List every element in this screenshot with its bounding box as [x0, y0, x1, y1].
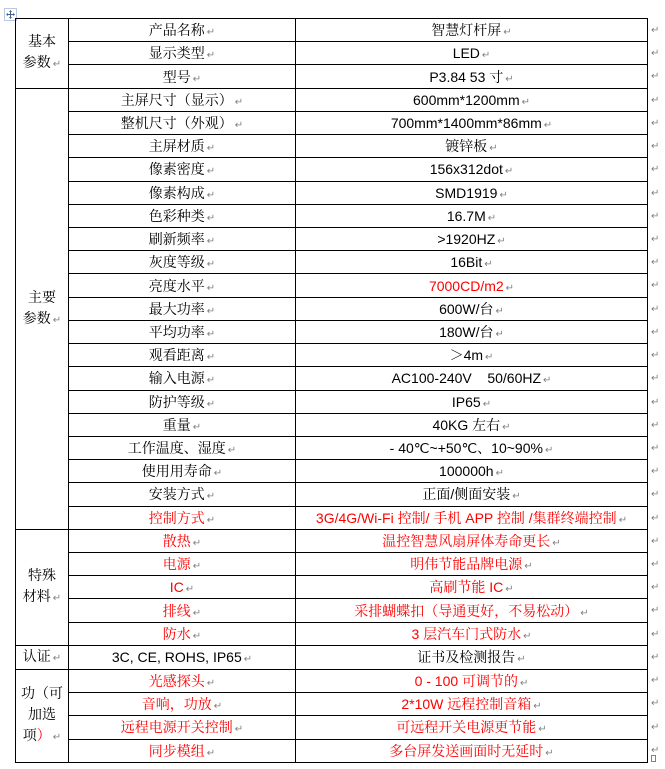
paragraph-mark: ↵: [213, 701, 223, 713]
category-line-text: 参数: [22, 54, 51, 71]
paragraph-mark: ↵: [206, 259, 216, 271]
category-line: [18, 586, 66, 609]
value-cell: [296, 42, 648, 65]
value-cell-text: 16.7M: [446, 207, 486, 224]
category-line: [18, 725, 66, 748]
param-cell-text: 主屏材质: [148, 138, 205, 155]
category-line-text: 加选: [28, 706, 56, 723]
value-cell-text: 156x312dot: [429, 161, 503, 178]
param-cell: [69, 181, 296, 204]
paragraph-mark: ↵: [505, 73, 514, 85]
param-cell-text: 散热: [162, 532, 191, 549]
category-line-text: 基本: [28, 33, 56, 50]
param-cell-text: 远程电源开关控制: [120, 719, 233, 736]
row-end-paragraph-mark: ↵: [651, 303, 660, 315]
param-cell-text: 光感探头: [148, 673, 205, 690]
paragraph-mark: ↵: [206, 747, 216, 759]
value-cell-text: 3G/4G/Wi-Fi 控制/ 手机 APP 控制 /集群终端控制: [315, 509, 617, 526]
paragraph-mark: ↵: [206, 398, 216, 410]
param-cell: [69, 599, 296, 622]
row-end-paragraph-mark: ↵: [651, 512, 660, 524]
paragraph-mark: ↵: [206, 328, 216, 340]
value-cell-text: 600mm*1200mm: [413, 91, 520, 108]
value-cell: [296, 413, 648, 436]
category-line-text: 认证: [22, 647, 51, 664]
paragraph-mark: ↵: [227, 445, 237, 457]
value-cell: [296, 553, 648, 576]
table-row: [16, 669, 648, 692]
value-cell-text: 智慧灯杆屏: [431, 22, 502, 39]
value-cell-text: 明伟节能品牌电源: [410, 556, 523, 573]
value-cell: [296, 669, 648, 692]
param-cell: [69, 436, 296, 459]
table-row: [16, 622, 648, 645]
paragraph-mark: ↵: [192, 561, 202, 573]
value-cell: [296, 320, 648, 343]
row-end-paragraph-mark: ↵: [651, 48, 660, 60]
value-cell-text: 2*10W 远程控制音箱: [401, 696, 532, 713]
paragraph-mark: ↵: [512, 491, 521, 503]
category-cell: [16, 645, 69, 669]
value-cell-text: 100000h: [439, 463, 494, 480]
paragraph-mark: ↵: [543, 119, 553, 131]
paragraph-mark: ↵: [520, 678, 529, 690]
value-cell-text: 高刷节能 IC: [429, 579, 504, 596]
value-cell: [296, 390, 648, 413]
value-cell: [296, 274, 648, 297]
table-row: [16, 367, 648, 390]
param-cell-text: 音响，功放: [141, 696, 212, 713]
table-row: [16, 65, 648, 88]
param-cell: [69, 483, 296, 506]
paragraph-mark: ↵: [206, 166, 216, 178]
param-cell-text: 观看距离: [148, 347, 205, 364]
value-cell: [296, 135, 648, 158]
paragraph-mark: ↵: [533, 701, 542, 713]
table-row: [16, 553, 648, 576]
param-cell-text: 防护等级: [148, 393, 205, 410]
spec-table-body: [16, 19, 648, 763]
param-cell: [69, 716, 296, 739]
paragraph-mark: ↵: [234, 119, 244, 131]
category-line: [18, 308, 66, 331]
value-cell-text: >1920HZ: [437, 231, 496, 248]
param-cell-text: 输入电源: [148, 370, 205, 387]
value-cell: [296, 506, 648, 529]
value-cell: [296, 19, 648, 42]
right-margin-paragraph-marks: [651, 19, 659, 762]
table-row: [16, 344, 648, 367]
paragraph-mark: ↵: [495, 468, 504, 480]
param-cell-text: 色彩种类: [148, 207, 205, 224]
paragraph-mark: ↵: [505, 584, 514, 596]
param-cell: [69, 553, 296, 576]
row-end-paragraph-mark: ↵: [651, 744, 660, 756]
paragraph-mark: ↵: [484, 259, 493, 271]
param-cell-text: 最大功率: [148, 300, 205, 317]
row-end-paragraph-mark: ↵: [651, 350, 660, 362]
category-cell: [16, 88, 69, 529]
row-end-paragraph-mark: ↵: [651, 117, 660, 129]
param-cell-text: IC: [169, 579, 184, 596]
category-suffix: ）: [36, 727, 51, 744]
param-cell: [69, 460, 296, 483]
row-end-paragraph-mark: ↵: [651, 94, 660, 106]
row-end-paragraph-mark: ↵: [651, 141, 660, 153]
paragraph-mark: ↵: [213, 468, 223, 480]
paragraph-mark: ↵: [192, 421, 202, 433]
paragraph-mark: ↵: [543, 375, 552, 387]
paragraph-mark: ↵: [499, 189, 508, 201]
value-cell: [296, 204, 648, 227]
param-cell: [69, 158, 296, 181]
value-cell: [296, 739, 648, 762]
param-cell-text: 电源: [162, 556, 191, 573]
row-end-paragraph-mark: ↵: [651, 535, 660, 547]
paragraph-mark: ↵: [52, 732, 62, 744]
param-cell-text: 安装方式: [148, 486, 205, 503]
category-line: [18, 31, 66, 52]
param-cell: [69, 344, 296, 367]
value-cell-text: 证书及检测报告: [417, 649, 516, 666]
table-row: [16, 599, 648, 622]
row-end-paragraph-mark: ↵: [651, 25, 660, 36]
value-cell-text: 0 - 100 可调节的: [414, 673, 519, 690]
row-end-paragraph-mark: ↵: [651, 582, 660, 594]
value-cell-text: 多台屏发送画面时无延时: [389, 742, 544, 759]
table-row: [16, 181, 648, 204]
row-end-paragraph-mark: ↵: [651, 559, 660, 571]
paragraph-mark: ↵: [524, 561, 533, 573]
paragraph-mark: ↵: [521, 96, 530, 108]
value-cell-text: 40KG 左右: [432, 416, 501, 433]
paragraph-mark: ↵: [192, 537, 202, 549]
value-cell-text: 600W/台: [439, 300, 494, 317]
row-end-paragraph-mark: ↵: [651, 71, 660, 83]
paragraph-mark: ↵: [206, 212, 216, 224]
value-cell: [296, 111, 648, 134]
row-end-paragraph-mark: ↵: [651, 442, 660, 454]
param-cell-text: 使用用寿命: [141, 463, 212, 480]
param-cell: [69, 367, 296, 390]
row-end-paragraph-mark: ↵: [651, 628, 660, 640]
row-end-paragraph-mark: ↵: [651, 280, 660, 292]
table-row: [16, 693, 648, 716]
paragraph-mark: ↵: [544, 445, 554, 457]
table-row: [16, 227, 648, 250]
paragraph-mark: ↵: [234, 724, 244, 736]
param-cell-text: 控制方式: [148, 509, 205, 526]
paragraph-mark: ↵: [206, 143, 216, 155]
table-row: [16, 739, 648, 762]
paragraph-mark: ↵: [552, 537, 561, 549]
table-row: [16, 19, 648, 42]
param-cell-text: 刷新频率: [148, 231, 205, 248]
value-cell-text: P3.84 53 寸: [429, 68, 504, 85]
param-cell: [69, 506, 296, 529]
category-line-text: 主要: [28, 288, 56, 305]
value-cell: [296, 181, 648, 204]
value-cell-text: 3 层汽车门式防水: [411, 625, 522, 642]
category-line-text: 材料: [22, 588, 51, 605]
value-cell-text: 正面/侧面安装: [422, 486, 511, 503]
row-end-paragraph-mark: ↵: [651, 326, 660, 338]
value-cell-text: 700mm*1400mm*86mm: [390, 114, 542, 131]
paragraph-mark: ↵: [618, 514, 628, 526]
row-end-paragraph-mark: ↵: [651, 605, 660, 617]
table-row: [16, 135, 648, 158]
row-end-paragraph-mark: ↵: [651, 651, 660, 663]
category-line: [18, 565, 66, 586]
paragraph-mark: ↵: [206, 236, 216, 248]
param-cell: [69, 297, 296, 320]
paragraph-mark: ↵: [502, 421, 511, 433]
value-cell-text: 16Bit: [450, 254, 483, 271]
paragraph-mark: ↵: [52, 652, 62, 664]
category-line-text: 项: [22, 727, 37, 744]
category-line: [18, 52, 66, 75]
param-cell-text: 灰度等级: [148, 254, 205, 271]
category-line-text: 功（可: [21, 685, 63, 702]
table-row: [16, 204, 648, 227]
param-cell: [69, 645, 296, 669]
param-cell: [69, 739, 296, 762]
param-cell: [69, 274, 296, 297]
value-cell: [296, 599, 648, 622]
paragraph-mark: ↵: [206, 678, 216, 690]
paragraph-mark: ↵: [206, 27, 216, 39]
paragraph-mark: ↵: [206, 189, 216, 201]
param-cell: [69, 251, 296, 274]
paragraph-mark: ↵: [538, 724, 547, 736]
category-line-text: 特殊: [28, 567, 56, 584]
category-cell: [16, 529, 69, 645]
value-cell: [296, 576, 648, 599]
param-cell: [69, 390, 296, 413]
table-row: [16, 42, 648, 65]
param-cell-text: 像素密度: [148, 161, 205, 178]
value-cell-text: 可远程开关电源更节能: [396, 719, 537, 736]
paragraph-mark: ↵: [517, 654, 526, 666]
paragraph-mark: ↵: [206, 50, 216, 62]
param-cell-text: 平均功率: [148, 323, 205, 340]
paragraph-mark: ↵: [52, 314, 62, 326]
row-end-paragraph-mark: ↵: [651, 698, 660, 710]
value-cell: [296, 436, 648, 459]
param-cell: [69, 320, 296, 343]
paragraph-mark: ↵: [206, 282, 216, 294]
paragraph-mark: ↵: [206, 375, 216, 387]
value-cell: [296, 344, 648, 367]
four-way-arrow-icon: [6, 10, 15, 19]
value-cell: [296, 693, 648, 716]
table-row: [16, 436, 648, 459]
value-cell: [296, 65, 648, 88]
table-row: [16, 297, 648, 320]
paragraph-mark: ↵: [497, 236, 506, 248]
value-cell-text: 采排蝴蝶扣（导通更好，不易松动）: [354, 602, 579, 619]
paragraph-mark: ↵: [52, 593, 62, 605]
paragraph-mark: ↵: [489, 143, 498, 155]
param-cell: [69, 693, 296, 716]
row-end-paragraph-mark: ↵: [651, 396, 660, 408]
paragraph-mark: ↵: [52, 59, 62, 71]
category-cell: [16, 19, 69, 89]
paragraph-mark: ↵: [206, 514, 216, 526]
table-row: [16, 483, 648, 506]
table-row: [16, 576, 648, 599]
end-of-table-mark: [651, 755, 656, 762]
paragraph-mark: ↵: [487, 212, 497, 224]
row-end-paragraph-mark: ↵: [651, 721, 660, 733]
row-end-paragraph-mark: ↵: [651, 187, 660, 199]
value-cell: [296, 251, 648, 274]
param-cell: [69, 111, 296, 134]
category-cell: [16, 669, 69, 762]
value-cell-text: - 40℃~+50℃、10~90%: [389, 440, 543, 457]
value-cell-text: ＞4m: [449, 347, 484, 364]
param-cell-text: 同步模组: [148, 742, 205, 759]
paragraph-mark: ↵: [545, 747, 554, 759]
param-cell-text: 排线: [162, 602, 191, 619]
paragraph-mark: ↵: [185, 584, 195, 596]
table-row: [16, 529, 648, 552]
table-row: [16, 506, 648, 529]
paragraph-mark: ↵: [505, 282, 515, 294]
paragraph-mark: ↵: [482, 398, 492, 410]
param-cell: [69, 88, 296, 111]
value-cell: [296, 227, 648, 250]
param-cell-text: 整机尺寸（外观）: [120, 114, 233, 131]
category-line: [18, 646, 66, 669]
category-line: [18, 704, 66, 725]
row-end-paragraph-mark: ↵: [651, 675, 660, 687]
category-line: [18, 287, 66, 308]
paragraph-mark: ↵: [192, 73, 202, 85]
paragraph-mark: ↵: [504, 166, 514, 178]
table-row: [16, 111, 648, 134]
param-cell: [69, 204, 296, 227]
table-row: [16, 716, 648, 739]
value-cell: [296, 158, 648, 181]
category-line: [18, 683, 66, 704]
value-cell-text: 7000CD/m2: [428, 277, 504, 294]
row-end-paragraph-mark: ↵: [651, 419, 660, 431]
table-row: [16, 413, 648, 436]
paragraph-mark: ↵: [481, 50, 491, 62]
param-cell: [69, 42, 296, 65]
param-cell-text: 型号: [162, 68, 191, 85]
param-cell: [69, 227, 296, 250]
param-cell: [69, 669, 296, 692]
value-cell-text: 镀锌板: [445, 138, 488, 155]
table-row: [16, 390, 648, 413]
paragraph-mark: ↵: [503, 27, 512, 39]
paragraph-mark: ↵: [243, 654, 253, 666]
table-row: [16, 274, 648, 297]
value-cell-text: 温控智慧风扇屏体寿命更长: [382, 532, 551, 549]
category-line-text: 参数: [22, 309, 51, 326]
value-cell-text: 180W/台: [439, 323, 494, 340]
param-cell: [69, 135, 296, 158]
spec-table: [15, 18, 648, 763]
paragraph-mark: ↵: [495, 328, 504, 340]
param-cell-text: 产品名称: [148, 22, 205, 39]
paragraph-mark: ↵: [206, 352, 216, 364]
table-row: [16, 320, 648, 343]
param-cell-text: 工作温度、湿度: [127, 440, 226, 457]
param-cell-text: 显示类型: [148, 45, 205, 62]
paragraph-mark: ↵: [206, 305, 216, 317]
param-cell-text: 主屏尺寸（显示）: [120, 91, 233, 108]
table-row: [16, 460, 648, 483]
param-cell-text: 3C, CE, ROHS, IP65: [111, 649, 242, 666]
row-end-paragraph-mark: ↵: [651, 466, 660, 478]
param-cell: [69, 622, 296, 645]
value-cell: [296, 297, 648, 320]
value-cell: [296, 645, 648, 669]
paragraph-mark: ↵: [523, 630, 532, 642]
row-end-paragraph-mark: ↵: [651, 210, 660, 222]
paragraph-mark: ↵: [580, 607, 589, 619]
param-cell: [69, 65, 296, 88]
value-cell-text: LED: [452, 45, 480, 62]
value-cell: [296, 622, 648, 645]
value-cell: [296, 483, 648, 506]
table-row: [16, 88, 648, 111]
value-cell: [296, 88, 648, 111]
table-row: [16, 645, 648, 669]
value-cell-text: IP65: [451, 393, 481, 410]
paragraph-mark: ↵: [192, 630, 202, 642]
param-cell: [69, 529, 296, 552]
value-cell: [296, 367, 648, 390]
value-cell: [296, 460, 648, 483]
paragraph-mark: ↵: [206, 491, 216, 503]
value-cell-text: SMD1919: [435, 184, 498, 201]
param-cell: [69, 19, 296, 42]
row-end-paragraph-mark: ↵: [651, 233, 660, 245]
row-end-paragraph-mark: ↵: [651, 164, 660, 176]
table-row: [16, 251, 648, 274]
param-cell-text: 亮度水平: [148, 277, 205, 294]
param-cell: [69, 576, 296, 599]
value-cell: [296, 716, 648, 739]
param-cell-text: 重量: [162, 416, 191, 433]
param-cell-text: 像素构成: [148, 184, 205, 201]
row-end-paragraph-mark: ↵: [651, 257, 660, 269]
value-cell: [296, 529, 648, 552]
param-cell: [69, 413, 296, 436]
paragraph-mark: ↵: [495, 305, 504, 317]
paragraph-mark: ↵: [192, 607, 202, 619]
paragraph-mark: ↵: [485, 352, 494, 364]
value-cell-text: AC100-240V 50/60HZ: [391, 370, 542, 387]
table-row: [16, 158, 648, 181]
param-cell-text: 防水: [162, 625, 191, 642]
row-end-paragraph-mark: ↵: [651, 373, 660, 385]
paragraph-mark: ↵: [234, 96, 244, 108]
row-end-paragraph-mark: ↵: [651, 489, 660, 501]
